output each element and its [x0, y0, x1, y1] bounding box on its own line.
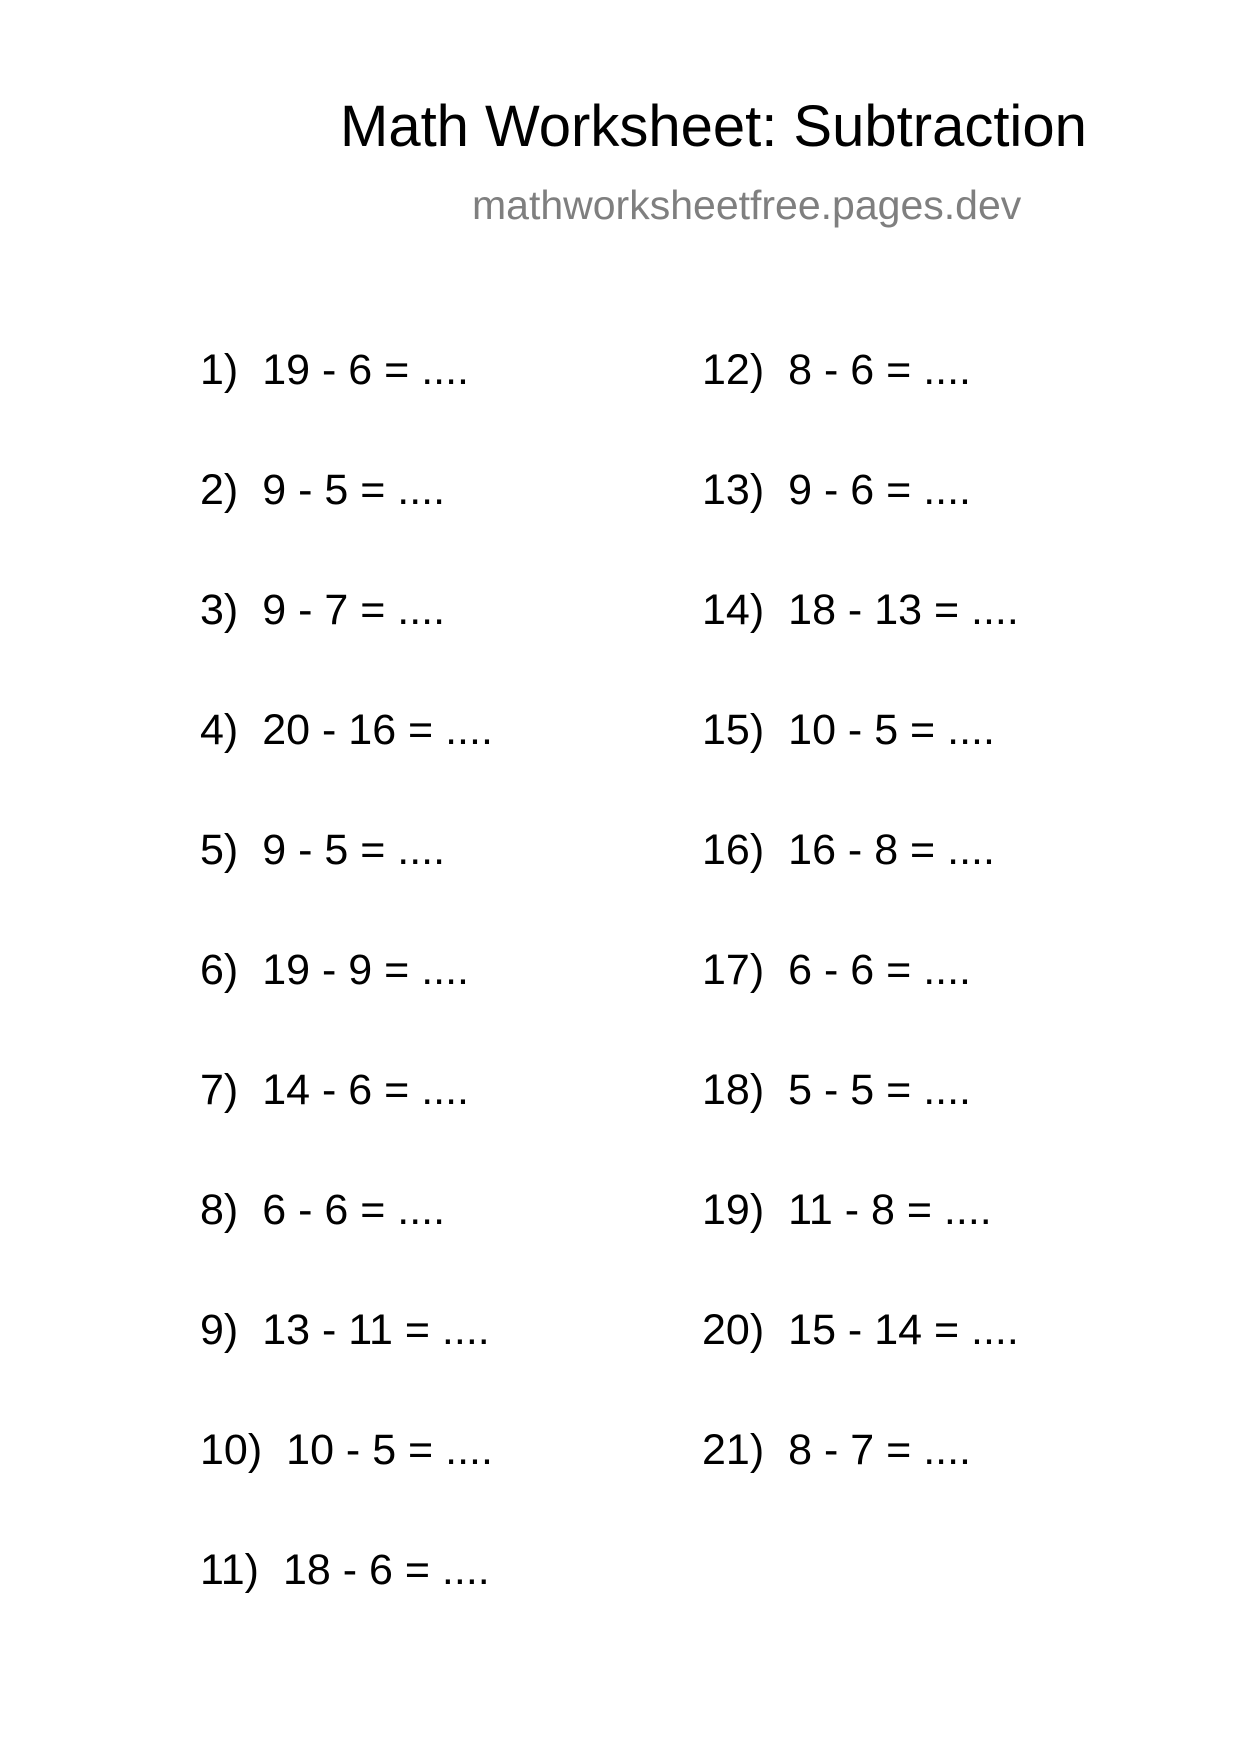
problem-item: [702, 1186, 1019, 1309]
problem-item: [200, 1066, 493, 1189]
problem-expression: 9 - 5 = ....: [262, 466, 446, 514]
problem-number: 15): [702, 706, 765, 754]
problem-expression: 19 - 9 = ....: [262, 946, 469, 994]
problem-item: [702, 466, 1019, 589]
problem-number: 8): [200, 1186, 239, 1234]
problem-number: 10): [200, 1426, 263, 1474]
problem-number: 6): [200, 946, 239, 994]
problem-item: [200, 826, 493, 949]
problem-item: [702, 1306, 1019, 1429]
problem-item: [702, 1066, 1019, 1189]
problem-number: 20): [702, 1306, 765, 1354]
problem-number: 1): [200, 346, 239, 394]
problem-expression: 16 - 8 = ....: [788, 826, 995, 874]
problem-expression: 18 - 13 = ....: [788, 586, 1019, 634]
problem-expression: 9 - 7 = ....: [262, 586, 446, 634]
problem-expression: 19 - 6 = ....: [262, 346, 469, 394]
problem-item: [200, 346, 493, 469]
problem-number: 18): [702, 1066, 765, 1114]
problem-expression: 9 - 5 = ....: [262, 826, 446, 874]
problem-expression: 6 - 6 = ....: [788, 946, 971, 994]
problem-expression: 20 - 16 = ....: [262, 706, 493, 754]
problem-expression: 10 - 5 = ....: [286, 1426, 493, 1474]
problem-expression: 13 - 11 = ....: [262, 1306, 490, 1354]
problem-expression: 11 - 8 = ....: [788, 1186, 992, 1234]
problem-column-left: [200, 346, 493, 1669]
problem-number: 19): [702, 1186, 765, 1234]
problem-expression: 6 - 6 = ....: [262, 1186, 446, 1234]
problem-number: 3): [200, 586, 239, 634]
problem-expression: 8 - 6 = ....: [788, 346, 971, 394]
problem-number: 12): [702, 346, 765, 394]
problem-column-right: [702, 346, 1019, 1549]
problem-number: 17): [702, 946, 765, 994]
problem-item: [702, 1426, 1019, 1549]
problem-expression: 9 - 6 = ....: [788, 466, 971, 514]
problem-number: 11): [200, 1546, 259, 1594]
problem-item: [702, 586, 1019, 709]
problem-expression: 8 - 7 = ....: [788, 1426, 971, 1474]
problem-number: 16): [702, 826, 765, 874]
problem-item: [200, 1186, 493, 1309]
problem-item: [200, 1306, 493, 1429]
problem-number: 2): [200, 466, 239, 514]
worksheet-source: mathworksheetfree.pages.dev: [472, 182, 1022, 228]
problem-item: [200, 466, 493, 589]
worksheet-title: Math Worksheet: Subtraction: [340, 94, 1087, 159]
problem-number: 13): [702, 466, 765, 514]
problem-expression: 18 - 6 = ....: [282, 1546, 490, 1594]
problem-expression: 14 - 6 = ....: [262, 1066, 469, 1114]
problem-item: [702, 826, 1019, 949]
problem-item: [702, 946, 1019, 1069]
problem-number: 9): [200, 1306, 239, 1354]
problem-item: [200, 1426, 493, 1549]
problem-item: [200, 946, 493, 1069]
problem-item: [200, 586, 493, 709]
problem-expression: 10 - 5 = ....: [788, 706, 995, 754]
problem-number: 14): [702, 586, 765, 634]
problem-item: [702, 346, 1019, 469]
problem-number: 21): [702, 1426, 765, 1474]
problem-item: [200, 706, 493, 829]
problem-item: [200, 1546, 493, 1669]
problem-expression: 5 - 5 = ....: [788, 1066, 971, 1114]
problem-number: 7): [200, 1066, 239, 1114]
problem-number: 5): [200, 826, 239, 874]
problem-number: 4): [200, 706, 239, 754]
problem-expression: 15 - 14 = ....: [788, 1306, 1019, 1354]
problem-item: [702, 706, 1019, 829]
